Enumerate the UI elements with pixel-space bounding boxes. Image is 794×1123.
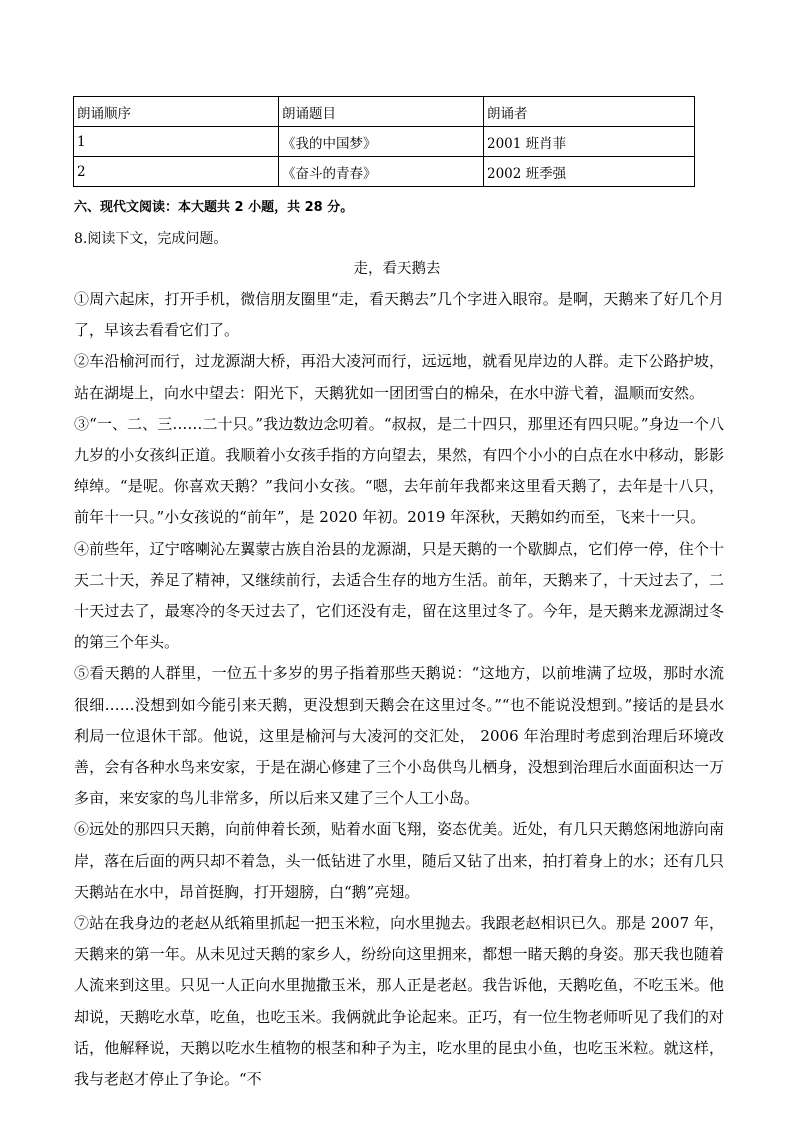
article-paragraph: ⑦站在我身边的老赵从纸箱里抓起一把玉米粒，向水里抛去。我跟老赵相识已久。那是 2007 年，天鹅来的第一年。从未见过天鹅的家乡人，纷纷向这里拥来，都想一睹天鹅的身姿。那天我也随着人流来到这里。只见一人正向水里抛撒玉米，那人正是老赵。我告诉他，天鹅吃鱼，不吃玉米。他却说，天鹅吃水草，吃鱼，也吃玉米。我俩就此争论起来。正巧，有一位生物老师听见了我们的对话，他解释说，天鹅以吃水生植物的根茎和种子为主，吃水里的昆虫小鱼，也吃玉米粒。就这样，我与老赵才停止了争论。“不 — [74, 914, 724, 1089]
article-title: 走，看天鹅去 — [353, 261, 441, 277]
table-header-cell: 朗诵者 — [484, 97, 695, 127]
table-cell: 2001 班肖菲 — [484, 127, 695, 157]
table-cell: 2 — [74, 157, 279, 187]
article-paragraph: ③“一、二、三……二十只。”我边数边念叨着。“叔叔，是二十四只，那里还有四只呢。”身边一个八九岁的小女孩纠正道。我顺着小女孩手指的方向望去，果然，有四个小小的白点在水中移动，影影绰绰。“是呢。你喜欢天鹅？”我问小女孩。“嗯，去年前年我都来这里看天鹅了，去年是十八只，前年十一只。”小女孩说的“前年”，是 2020 年初。2019 年深秋，天鹅如约而至，飞来十一只。 — [74, 414, 724, 527]
table-header-row — [74, 97, 695, 127]
article-paragraph: ②车沿榆河而行，过龙源湖大桥，再沿大凌河而行，远远地，就看见岸边的人群。走下公路护坡，站在湖堤上，向水中望去：阳光下，天鹅犹如一团团雪白的棉朵，在水中游弋着，温顺而安然。 — [74, 352, 724, 402]
table-row — [74, 127, 695, 157]
article-paragraph: ⑥远处的那四只天鹅，向前伸着长颈，贴着水面飞翔，姿态优美。近处，有几只天鹅悠闲地游向南岸，落在后面的两只却不着急，头一低钻进了水里，随后又钻了出来，拍打着身上的水；还有几只天鹅站在水中，昂首挺胸，打开翅膀，白“鹅”亮翅。 — [74, 820, 724, 901]
recitation-table — [73, 96, 695, 187]
table-header-cell: 朗诵顺序 — [74, 97, 279, 127]
table-cell: 《奋斗的青春》 — [279, 157, 484, 187]
article-paragraph: ④前些年，辽宁喀喇沁左翼蒙古族自治县的龙源湖，只是天鹅的一个歇脚点，它们停一停，住个十天二十天，养足了精神，又继续前行，去适合生存的地方生活。前年，天鹅来了，十天过去了，二十天过去了，最寒冷的冬天过去了，它们还没有走，留在这里过冬了。今年，是天鹅来龙源湖过冬的第三个年头。 — [74, 539, 724, 652]
question-prompt: 8.阅读下文，完成问题。 — [74, 231, 228, 247]
table-row — [74, 157, 695, 187]
section-heading: 六、现代文阅读：本大题共 2 小题，共 28 分。 — [74, 200, 354, 215]
table-cell: 《我的中国梦》 — [279, 127, 484, 157]
article-body — [74, 284, 724, 1095]
article-paragraph: ①周六起床，打开手机，微信朋友圈里“走，看天鹅去”几个字进入眼帘。是啊，天鹅来了好几个月了，早该去看看它们了。 — [74, 290, 724, 340]
article-paragraph: ⑤看天鹅的人群里，一位五十多岁的男子指着那些天鹅说：“这地方，以前堆满了垃圾，那时水流很细……没想到如今能引来天鹅，更没想到天鹅会在这里过冬。”“也不能说没想到。”接话的是县水利局一位退休干部。他说，这里是榆河与大凌河的交汇处， 2006 年治理时考虑到治理后环境改善，会有各种水鸟来安家，于是在湖心修建了三个小岛供鸟儿栖身，没想到治理后水面面积达一万多亩，来安家的鸟儿非常多，所以后来又建了三个人工小岛。 — [74, 664, 724, 808]
table-cell: 2002 班季强 — [484, 157, 695, 187]
table-header-cell: 朗诵题目 — [279, 97, 484, 127]
table-cell: 1 — [74, 127, 279, 157]
